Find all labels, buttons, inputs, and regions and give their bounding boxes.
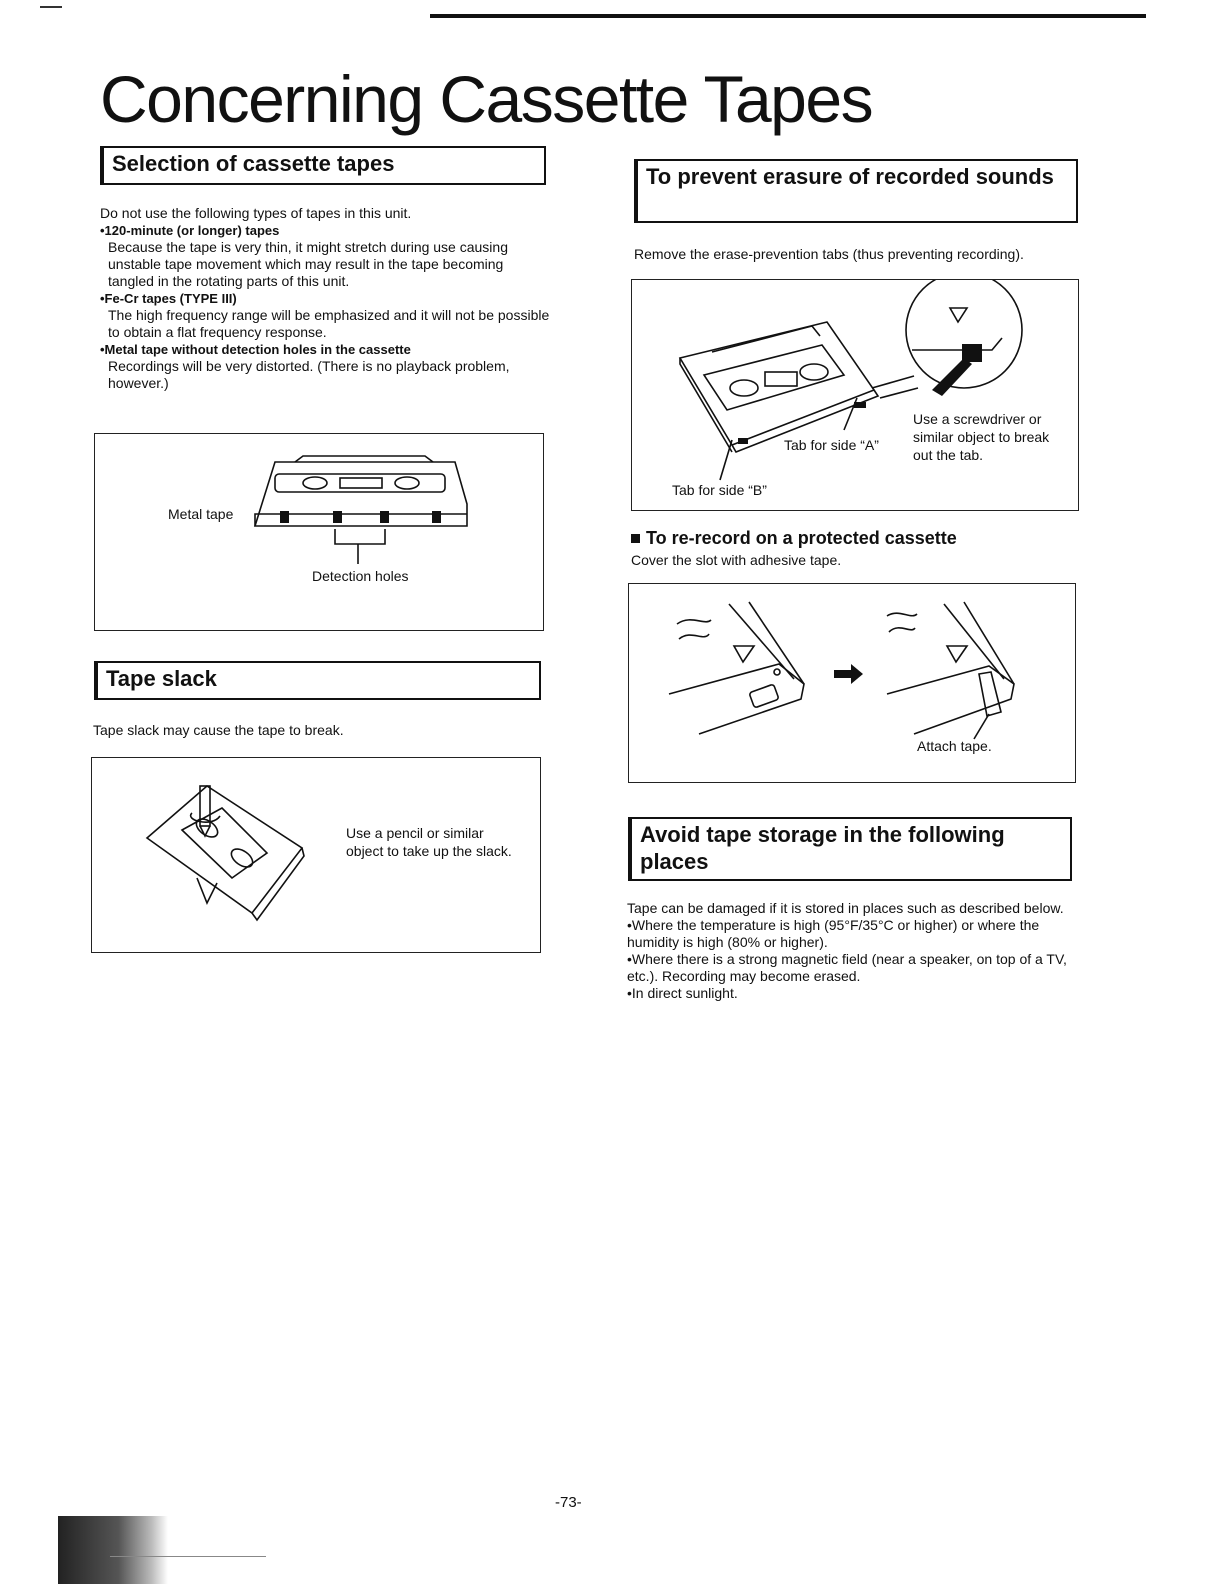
selection-heading: Selection of cassette tapes [100, 146, 546, 185]
selection-item-3 [100, 341, 550, 392]
erase-tab-illustration [632, 280, 1080, 512]
square-bullet-icon [631, 534, 640, 543]
rerecord-heading: To re-record on a protected cassette [646, 528, 957, 548]
erasure-text: Remove the erase-prevention tabs (thus preventing recording). [634, 246, 1024, 262]
page-number: -73- [555, 1494, 582, 1511]
selection-item-text: Because the tape is very thin, it might stretch during use causing unstable tape movement which may result in the tape becoming tangled in the rotating parts of this unit. [108, 239, 508, 289]
tab-a-label: Tab for side “A” [784, 437, 879, 453]
detection-holes-label: Detection holes [312, 568, 409, 584]
metal-tape-figure [94, 433, 544, 631]
page-title: Concerning Cassette Tapes [100, 62, 873, 136]
storage-item: •In direct sunlight. [627, 985, 738, 1001]
tape-slack-heading: Tape slack [94, 661, 541, 700]
selection-item-text: The high frequency range will be emphasized and it will not be possible to obtain a flat frequency response. [108, 307, 550, 340]
selection-item-text: Recordings will be very distorted. (There is no playback problem, however.) [108, 358, 510, 391]
selection-intro: Do not use the following types of tapes in this unit. [100, 205, 412, 221]
selection-item-title: •120-minute (or longer) tapes [100, 223, 280, 238]
tape-slack-figure [91, 757, 541, 953]
selection-item-1 [100, 222, 550, 290]
selection-section [100, 205, 550, 392]
rerecord-heading-row [631, 528, 957, 549]
tape-slack-text: Tape slack may cause the tape to break. [93, 722, 344, 738]
selection-item-2 [100, 290, 550, 341]
rerecord-figure [628, 583, 1076, 783]
rerecord-text: Cover the slot with adhesive tape. [631, 552, 842, 568]
tape-slack-caption: Use a pencil or similar object to take up the slack. [346, 825, 512, 859]
storage-section [627, 900, 1073, 1002]
selection-item-title: •Fe-Cr tapes (TYPE III) [100, 291, 237, 306]
erasure-heading: To prevent erasure of recorded sounds [634, 159, 1078, 223]
storage-item: •Where the temperature is high (95°F/35°C or higher) or where the humidity is high (80% or higher). [627, 917, 1040, 950]
metal-tape-label: Metal tape [168, 506, 234, 522]
storage-intro: Tape can be damaged if it is stored in places such as described below. [627, 900, 1064, 916]
metal-tape-illustration [95, 434, 545, 632]
selection-item-title: •Metal tape without detection holes in the cassette [100, 342, 411, 357]
adhesive-tape-illustration [629, 584, 1077, 784]
erasure-figure [631, 279, 1079, 511]
storage-heading: Avoid tape storage in the following places [628, 817, 1072, 881]
attach-tape-label: Attach tape. [917, 738, 992, 754]
scan-blot [58, 1516, 168, 1584]
top-rule [430, 14, 1146, 18]
scan-mark [40, 6, 62, 8]
storage-item: •Where there is a strong magnetic field (near a speaker, on top of a TV, etc.). Recording may become erased. [627, 951, 1067, 984]
tab-b-label: Tab for side “B” [672, 482, 767, 498]
screwdriver-note: Use a screwdriver or similar object to break out the tab. [913, 411, 1050, 463]
scan-line [110, 1556, 266, 1557]
